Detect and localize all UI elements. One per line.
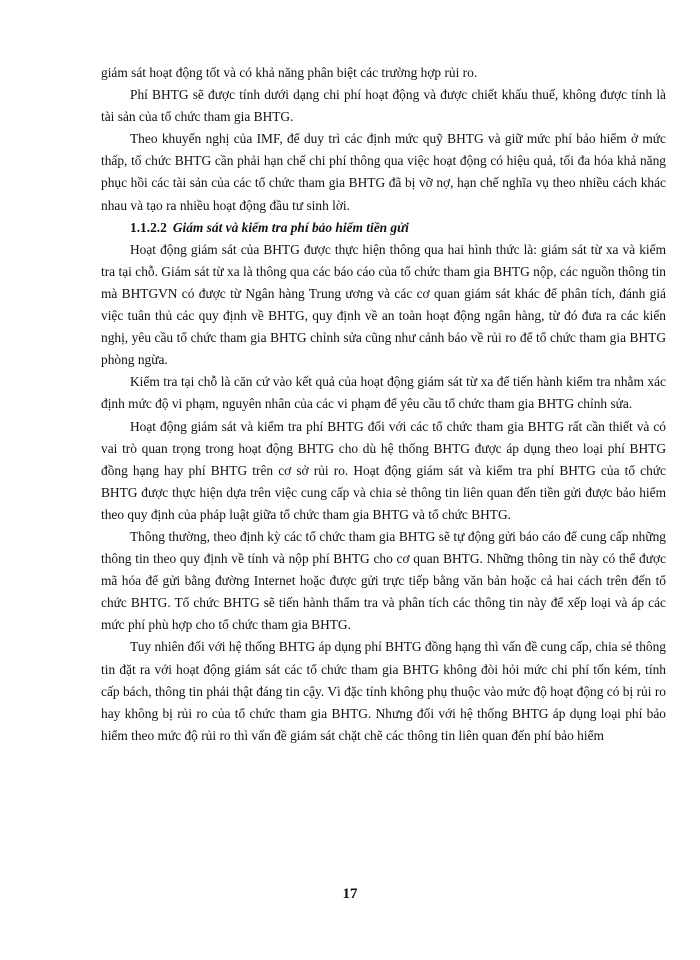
paragraph: giám sát hoạt động tốt và có khả năng phân biệt các trường hợp rủi ro.	[101, 65, 478, 80]
paragraph: Hoạt động giám sát và kiểm tra phí BHTG đối với các tổ chức tham gia BHTG rất cần thiết và có vai trò quan trọng trong hoạt động BHTG cho dù hệ thống BHTG được áp dụng theo loại phí BHTG đồng hạng hay phí BHTG trên cơ sở rủi ro. Hoạt động giám sát và kiểm tra phí BHTG của tổ chức BHTG được thực hiện dựa trên việc cung cấp và chia sẻ thông tin liên quan đến tiền gửi được bảo hiểm theo quy định của pháp luật giữa tổ chức tham gia BHTG và tổ chức BHTG.	[101, 418, 666, 522]
paragraph: Hoạt động giám sát của BHTG được thực hiện thông qua hai hình thức là: giám sát từ xa và kiểm tra tại chỗ. Giám sát từ xa là thông qua các báo cáo của tổ chức tham gia BHTG nộp, các nguồn thông tin mà BHTGVN có được từ Ngân hàng Trung ương và các cơ quan giám sát khác để phân tích, đánh giá việc tuân thủ các quy định về BHTG, quy định về an toàn hoạt động ngân hàng, từ đó đưa ra các kiến nghị, yêu cầu tổ chức tham gia BHTG chỉnh sửa cũng như cảnh báo về rủi ro để tổ chức tham gia BHTG phòng ngừa.	[101, 241, 666, 368]
section-title: Giám sát và kiểm tra phí bảo hiểm tiền gửi	[172, 219, 409, 235]
paragraph: Theo khuyến nghị của IMF, để duy trì các định mức quỹ BHTG và giữ mức phí bảo hiểm ở mức thấp, tổ chức BHTG cần phải hạn chế chi phí thông qua việc hoạt động có hiệu quả, tối đa hóa khả năng phục hồi các tài sản của các tổ chức tham gia BHTG đã bị vỡ nợ, hạn chế nghĩa vụ theo nhiều cách khác nhau và tạo ra nhiều hoạt động đầu tư sinh lời.	[101, 131, 666, 213]
paragraph: Tuy nhiên đối với hệ thống BHTG áp dụng phí BHTG đồng hạng thì vấn đề cung cấp, chia sẻ thông tin đặt ra với hoạt động giám sát các tổ chức tham gia BHTG không đòi hỏi mức chi phí tốn kém, tính cấp bách, thông tin phải thật đáng tin cậy. Vì đặc tính không phụ thuộc vào mức độ hoạt động có bị rủi ro hay không bị rủi ro của tổ chức tham gia BHTG. Nhưng đối với hệ thống BHTG áp dụng loại phí bảo hiểm theo mức độ rủi ro thì vấn đề giám sát chặt chẽ các thông tin liên quan đến phí bảo hiểm	[101, 639, 666, 743]
section-number: 1.1.2.2	[130, 219, 167, 235]
paragraph: Thông thường, theo định kỳ các tổ chức tham gia BHTG sẽ tự động gửi báo cáo để cung cấp những thông tin theo quy định về tính và nộp phí BHTG cho cơ quan BHTG. Những thông tin này có thể được mã hóa để gửi bằng đường Internet hoặc được gửi trực tiếp bằng văn bản hoặc cả hai cách trên đến tổ chức BHTG. Tổ chức BHTG sẽ tiến hành thẩm tra và phân tích các thông tin này để xếp loại và áp các mức phí phù hợp cho tổ chức tham gia BHTG.	[101, 528, 666, 633]
section-heading	[101, 217, 666, 239]
page-number: 17	[342, 886, 358, 902]
paragraph: Phí BHTG sẽ được tính dưới dạng chi phí hoạt động và được chiết khấu thuế, không được tính là tài sản của tổ chức tham gia BHTG.	[101, 87, 666, 125]
paragraph: Kiểm tra tại chỗ là căn cứ vào kết quả của hoạt động giám sát từ xa để tiến hành kiểm tra nhằm xác định mức độ vi phạm, nguyên nhân của các vi phạm để yêu cầu tổ chức tham gia BHTG chỉnh sửa.	[101, 374, 666, 412]
page-body	[101, 62, 666, 747]
